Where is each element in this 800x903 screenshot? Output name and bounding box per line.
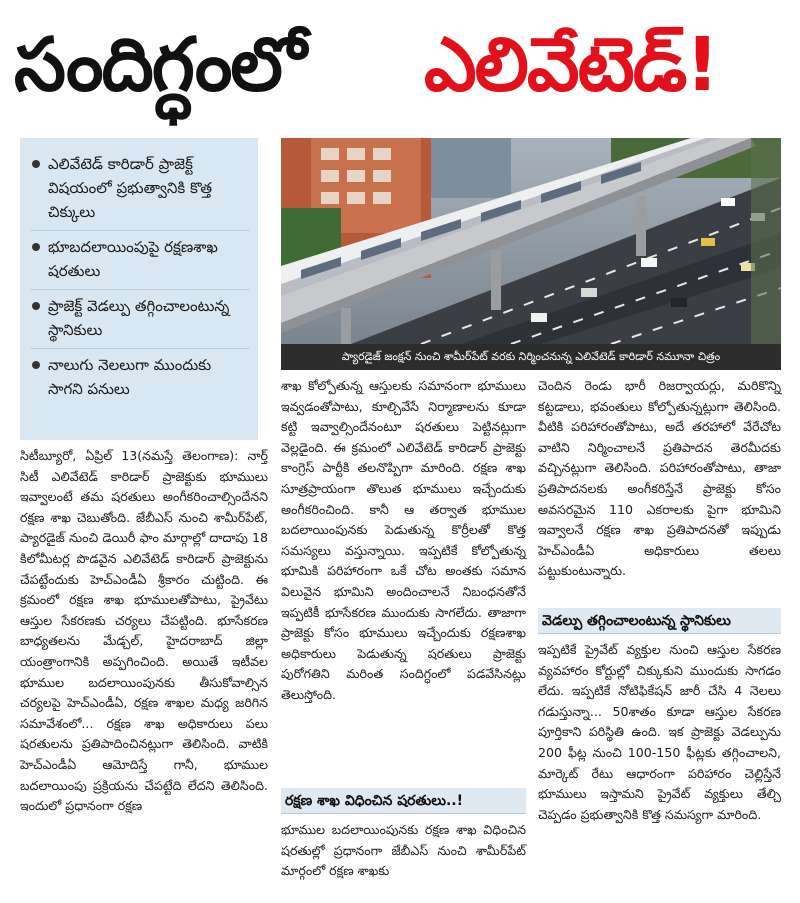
article-column-2-continued — [281, 820, 526, 882]
subheading-defence-conditions: రక్షణ శాఖ విధించిన షరతులు..! — [281, 788, 526, 814]
highlight-item — [30, 290, 250, 349]
photo-illustration — [281, 138, 781, 344]
article-paragraph: సిటీబ్యూరో, ఏప్రిల్ 13(నమస్తే తెలంగాణ): నార్త్ సిటీ ఎలివేటెడ్ కారిడార్ ప్రాజెక్టుకు భూములు ఇవ్వాలంటే తమ షరతులు అంగీకరించాల్సిందేనని రక్షణ శాఖ చెబుతోంది. జేబీఎస్ నుంచి శామీర్‌పేట్, ప్యారడైజ్ నుంచి డెయిరీ ఫాం మార్గాల్లో దాదాపు 18 కిలోమీటర్ల పొడవైన ఎలివేటెడ్ కారిడార్ ప్రాజెక్టును చేపట్టేందుకు హెచ్‌ఎండీఏ శ్రీకారం చుట్టింది. ఈ క్రమంలో రక్షణ శాఖ భూములతోపాటు, ప్రైవేటు ఆస్తుల సేకరణకు చర్యలు చేపట్టింది. భూసేకరణ బాధ్యతలను మేడ్చల్, హైదరాబాద్ జిల్లా యంత్రాంగానికి అప్పగించింది. అయితే ఇటీవల భూముల బదలాయింపునకు తీసుకోవాల్సిన చర్యలపై హెచ్‌ఎండీఏ, రక్షణ శాఖల మధ్య జరిగిన సమావేశంలో... రక్షణ శాఖ అధికారులు పలు షరతులను ప్రతిపాదించినట్లుగా తెలిసింది. వాటికి హెచ్‌ఎండీఏ ఆమోదిస్తే గానీ, భూముల బదలాయింపు ప్రక్రియను చేపట్టేది లేదని తెలిసింది. ఇందులో ప్రధానంగా రక్షణ — [20, 448, 268, 814]
article-paragraph: చెందిన రెండు భారీ రిజర్వాయర్లు, మరికొన్ని కట్టడాలు, భవంతులు కోల్పోతున్నట్లుగా తెలిసింది. వీటికి పరిహారంతోపాటు, అదే తరహాలో వేరేచోట వాటిని నిర్మించాలనే ప్రతిపాదన తెరమీదకు వచ్చినట్లుగా తెలిసింది. పరిహారంతోపాటు, తాజా ప్రతిపాదనలకు అంగీకరిస్తేనే ప్రాజెక్టు కోసం అవసరమైన 110 ఎకరాలకు పైగా భూమిని ఇవ్వాలనే రక్షణ శాఖ ప్రతిపాదనతో ఇప్పుడు హెచ్‌ఎండీఏ అధికారులు తలలు పట్టుకుంటున్నారు. — [538, 378, 781, 579]
highlight-text: నాలుగు నెలలుగా ముందుకు సాగని పనులు — [48, 356, 212, 398]
article-column-1 — [20, 446, 268, 817]
headline — [0, 0, 800, 128]
highlight-item — [30, 148, 250, 231]
article-paragraph: ఇప్పటికే ప్రైవేట్ వ్యక్తుల నుంచి ఆస్తుల సేకరణ వ్యవహారం కోర్టుల్లో చిక్కుకుని ముందుకు సాగడం లేదు. ఇప్పటికే నోటిఫికేషన్ జారీ చేసి 4 నెలలు గడుస్తున్నా... 50శాతం కూడా ఆస్తుల సేకరణ పూర్తికాని పరిస్థితి ఉంది. ఇక ప్రాజెక్టు వెడల్పును 200 ఫీట్ల నుంచి 100-150 ఫీట్లకు తగ్గించాలని, మార్కెట్ రేటు ఆధారంగా పరిహారం చెల్లిస్తేనే భూములు ఇస్తామని ప్రైవేట్ వ్యక్తులు తేల్చి చెప్పడం ప్రభుత్వానికి కొత్త సమస్యగా మారింది. — [538, 642, 781, 822]
highlights-box — [20, 138, 258, 440]
article-paragraph: భూముల బదలాయింపునకు రక్షణ శాఖ విధించిన షరతుల్లో ప్రధానంగా జేబీఎస్ నుంచి శామీర్‌పేట్ మార్గంలో రక్షణ శాఖకు — [281, 822, 526, 879]
elevated-corridor-photo — [281, 138, 781, 344]
article-column-2 — [281, 376, 526, 706]
highlight-text: భూబదలాయింపుపై రక్షణశాఖ షరతులు — [48, 238, 218, 280]
highlight-item — [30, 231, 250, 290]
headline-accent: ఎలివేటెడ్! — [424, 22, 718, 108]
highlight-text: ప్రాజెక్ట్ వెడల్పు తగ్గించాలంటున్న స్థానికులు — [48, 297, 230, 339]
article-column-3 — [538, 376, 781, 582]
headline-main: సందిగ్ధంలో — [14, 22, 305, 108]
photo-caption: ప్యారడైజ్ జంక్షన్ నుంచి శామీర్‌పేట్ వరకు నిర్మించనున్న ఎలివేటెడ్ కారిడార్ నమూనా చిత్రం — [281, 344, 781, 370]
bullet-icon — [32, 361, 40, 369]
bullet-icon — [32, 160, 40, 168]
article-column-3-continued — [538, 640, 781, 825]
bullet-icon — [32, 243, 40, 251]
highlight-text: ఎలివేటెడ్ కారిడార్ ప్రాజెక్ట్ విషయంలో ప్రభుత్వానికి కొత్త చిక్కులు — [48, 155, 213, 221]
article-paragraph: శాఖ కోల్పోతున్న ఆస్తులకు సమానంగా భూములు ఇవ్వడంతోపాటు, కూల్చివేసే నిర్మాణాలను కూడా కట్టి ఇవ్వాల్సిందేనంటూ షరతులు పెట్టినట్లుగా వెల్లడైంది. ఈ క్రమంలో ఎలివేటెడ్ కారిడార్ ప్రాజెక్టు కాంగ్రెస్ పార్టీకి తలనొప్పిగా మారింది. రక్షణ శాఖ సూత్రప్రాయంగా తొలుత భూములు ఇచ్చేందుకు అంగీకరించింది. కానీ ఆ తర్వాత భూముల బదలాయింపునకు పెడుతున్న కొర్రీలతో కొత్త సమస్యలు వస్తున్నాయి. ఇప్పటికే కోల్పోతున్న భూమికి పరిహారంగా ఒకే చోట అంతకు సమాన విలువైన భూమిని అందించాలనే నిబంధనతోనే ఇప్పటికీ భూసేకరణ ముందుకు సాగలేదు. తాజాగా ప్రాజెక్టు కోసం భూములు ఇచ్చేందుకు రక్షణశాఖ అధికారులు పెడుతున్న షరతులు ప్రాజెక్టు పురోగతిని మరింత సందిగ్ధంలో పడవేసినట్లు తెలుస్తోంది. — [281, 378, 526, 702]
subheading-locals-width: వెడల్పు తగ్గించాలంటున్న స్థానికులు — [538, 608, 781, 634]
highlight-item — [30, 349, 250, 407]
bullet-icon — [32, 302, 40, 310]
